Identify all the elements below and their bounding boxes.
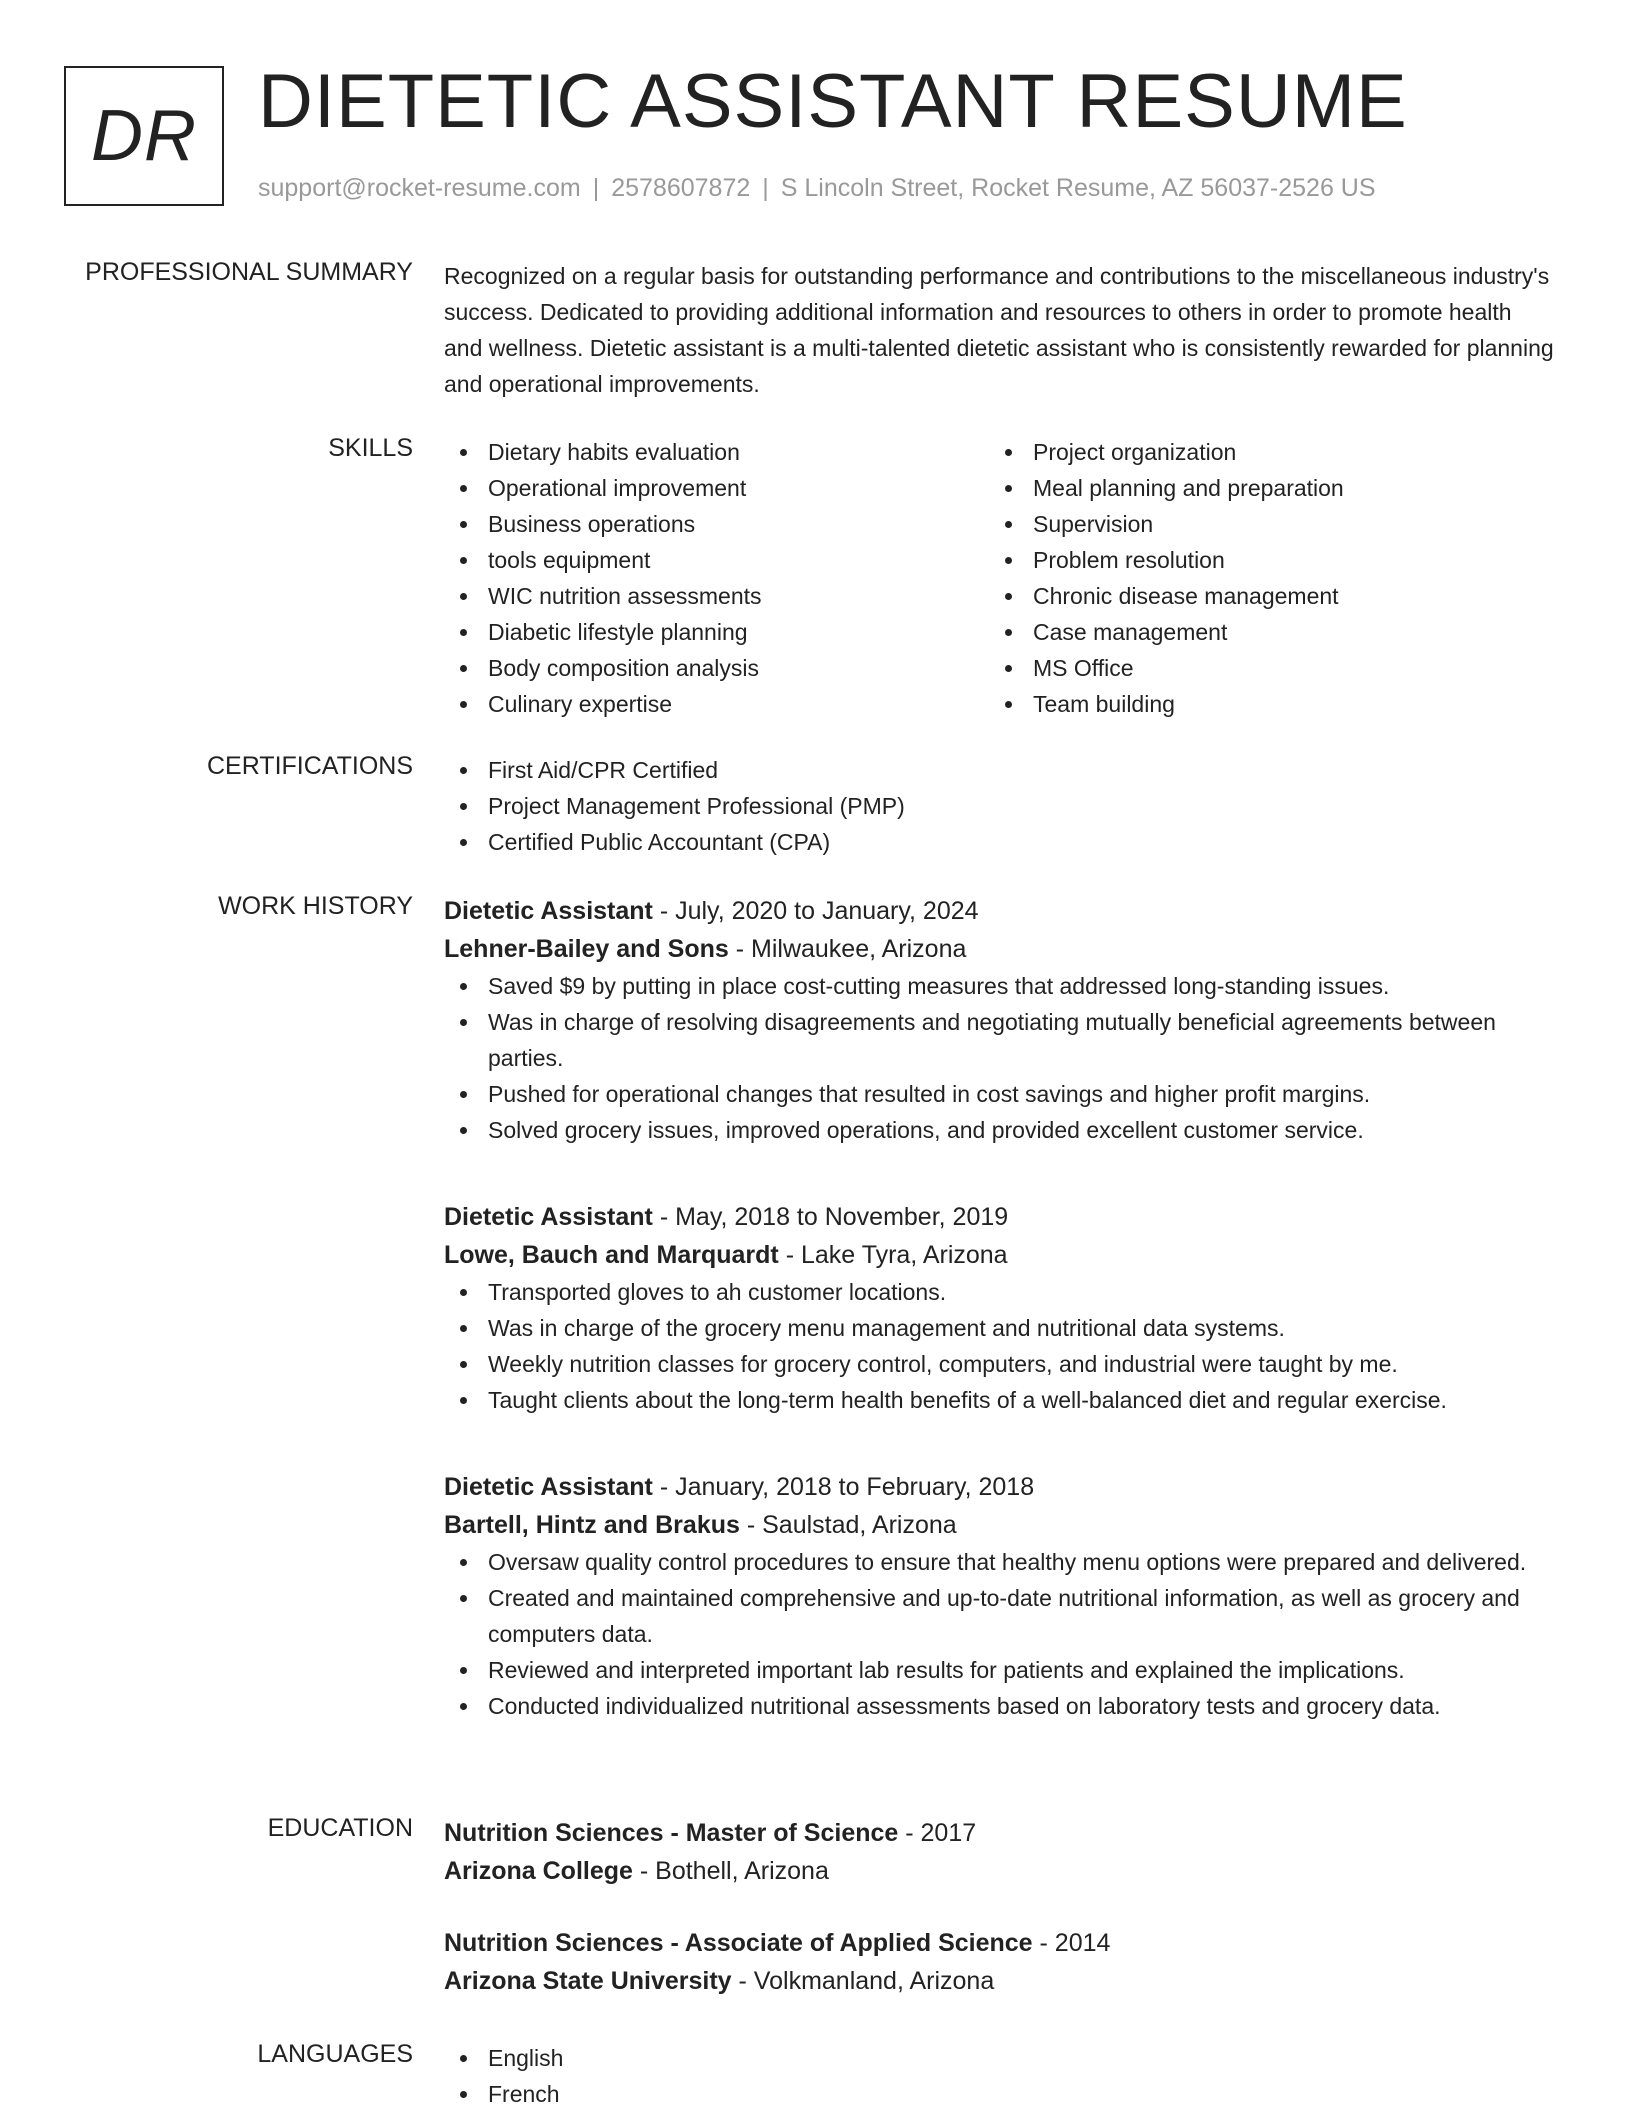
job-bullet: Transported gloves to ah customer locations.	[444, 1274, 1554, 1310]
degree-line	[444, 1924, 1554, 1962]
job-company: Bartell, Hintz and Brakus	[444, 1511, 740, 1539]
skill-item: Problem resolution	[989, 542, 1534, 578]
section-heading: WORK HISTORY	[218, 892, 413, 920]
languages-list	[444, 2040, 1554, 2112]
section-heading: EDUCATION	[267, 1814, 413, 1842]
section-heading: SKILLS	[328, 434, 413, 462]
job-company-line	[444, 1506, 1554, 1544]
job-company-line	[444, 1236, 1554, 1274]
job-title-line	[444, 1198, 1554, 1236]
skill-item: Business operations	[444, 506, 989, 542]
job-location: - Lake Tyra, Arizona	[778, 1241, 1008, 1269]
job-bullet: Was in charge of the grocery menu management and nutritional data systems.	[444, 1310, 1554, 1346]
school-name: Arizona College	[444, 1857, 633, 1885]
certification-item: Certified Public Accountant (CPA)	[444, 824, 1554, 860]
job-location: - Saulstad, Arizona	[739, 1511, 957, 1539]
skill-item: Chronic disease management	[989, 578, 1534, 614]
job-dates: - January, 2018 to February, 2018	[652, 1473, 1035, 1501]
school-location: - Volkmanland, Arizona	[731, 1967, 995, 1995]
section-heading: LANGUAGES	[257, 2040, 413, 2068]
skills-columns	[444, 434, 1554, 722]
skill-item: Culinary expertise	[444, 686, 989, 722]
job-title: Dietetic Assistant	[444, 1473, 653, 1501]
job-company-line	[444, 930, 1554, 968]
school-line	[444, 1962, 1554, 2000]
certifications-list	[444, 752, 1554, 860]
job-dates: - July, 2020 to January, 2024	[652, 897, 979, 925]
skills-list-left	[444, 434, 989, 722]
job-bullets	[444, 1544, 1554, 1724]
school-location: - Bothell, Arizona	[632, 1857, 829, 1885]
contact-phone[interactable]: 2578607872	[611, 174, 751, 202]
skill-item: Supervision	[989, 506, 1534, 542]
contact-separator: |	[762, 174, 769, 202]
job-company: Lehner-Bailey and Sons	[444, 935, 729, 963]
job-bullet: Reviewed and interpreted important lab results for patients and explained the implications.	[444, 1652, 1554, 1688]
job-bullet: Oversaw quality control procedures to ensure that healthy menu options were prepared and delivered.	[444, 1544, 1554, 1580]
job-bullet: Conducted individualized nutritional assessments based on laboratory tests and grocery data.	[444, 1688, 1554, 1724]
job-bullet: Weekly nutrition classes for grocery control, computers, and industrial were taught by me.	[444, 1346, 1554, 1382]
language-item: French	[444, 2076, 1554, 2112]
job-company: Lowe, Bauch and Marquardt	[444, 1241, 779, 1269]
skills-list-right	[989, 434, 1534, 722]
job-title: Dietetic Assistant	[444, 897, 653, 925]
skill-item: Case management	[989, 614, 1534, 650]
contact-separator: |	[592, 174, 600, 202]
job-bullet: Created and maintained comprehensive and up-to-date nutritional information, as well as grocery and computers data.	[444, 1580, 1554, 1652]
certification-item: First Aid/CPR Certified	[444, 752, 1554, 788]
certification-item: Project Management Professional (PMP)	[444, 788, 1554, 824]
job-title-line	[444, 1468, 1554, 1506]
degree-year: - 2017	[898, 1819, 977, 1847]
job-bullets	[444, 1274, 1554, 1418]
contact-address: S Lincoln Street, Rocket Resume, AZ 56037-2526 US	[780, 174, 1376, 202]
skill-item: Diabetic lifestyle planning	[444, 614, 989, 650]
job-bullets	[444, 968, 1554, 1148]
skill-item: MS Office	[989, 650, 1534, 686]
contact-line	[258, 174, 1376, 203]
job-dates: - May, 2018 to November, 2019	[652, 1203, 1009, 1231]
skill-item: tools equipment	[444, 542, 989, 578]
skill-item: Body composition analysis	[444, 650, 989, 686]
skill-item: WIC nutrition assessments	[444, 578, 989, 614]
monogram-badge	[64, 66, 224, 206]
job-bullet: Taught clients about the long-term health benefits of a well-balanced diet and regular exercise.	[444, 1382, 1554, 1418]
job-bullet: Saved $9 by putting in place cost-cutting measures that addressed long-standing issues.	[444, 968, 1554, 1004]
job-bullet: Was in charge of resolving disagreements and negotiating mutually beneficial agreements between parties.	[444, 1004, 1554, 1076]
degree-name: Nutrition Sciences - Master of Science	[444, 1819, 899, 1847]
degree-year: - 2014	[1032, 1929, 1111, 1957]
school-line	[444, 1852, 1554, 1890]
language-item: English	[444, 2040, 1554, 2076]
section-heading: CERTIFICATIONS	[206, 752, 413, 780]
skill-item: Project organization	[989, 434, 1534, 470]
monogram-initials: DR	[91, 96, 197, 176]
school-name: Arizona State University	[444, 1967, 732, 1995]
job-location: - Milwaukee, Arizona	[728, 935, 967, 963]
degree-line	[444, 1814, 1554, 1852]
skill-item: Operational improvement	[444, 470, 989, 506]
job-bullet: Pushed for operational changes that resulted in cost savings and higher profit margins.	[444, 1076, 1554, 1112]
contact-email[interactable]: support@rocket-resume.com	[258, 174, 581, 202]
section-heading: PROFESSIONAL SUMMARY	[85, 258, 413, 286]
skill-item: Team building	[989, 686, 1534, 722]
skill-item: Dietary habits evaluation	[444, 434, 989, 470]
job-bullet: Solved grocery issues, improved operations, and provided excellent customer service.	[444, 1112, 1554, 1148]
job-title-line	[444, 892, 1554, 930]
resume-title: DIETETIC ASSISTANT RESUME	[258, 59, 1408, 144]
job-title: Dietetic Assistant	[444, 1203, 653, 1231]
degree-name: Nutrition Sciences - Associate of Applied Science	[444, 1929, 1033, 1957]
summary-text: Recognized on a regular basis for outstanding performance and contributions to the miscellaneous industry's success. Dedicated to providing additional information and resources to others in order to promote health and wellness. Dietetic assistant is a multi-talented dietetic assistant who is consistently rewarded for planning and operational improvements.	[444, 263, 1554, 397]
skill-item: Meal planning and preparation	[989, 470, 1534, 506]
